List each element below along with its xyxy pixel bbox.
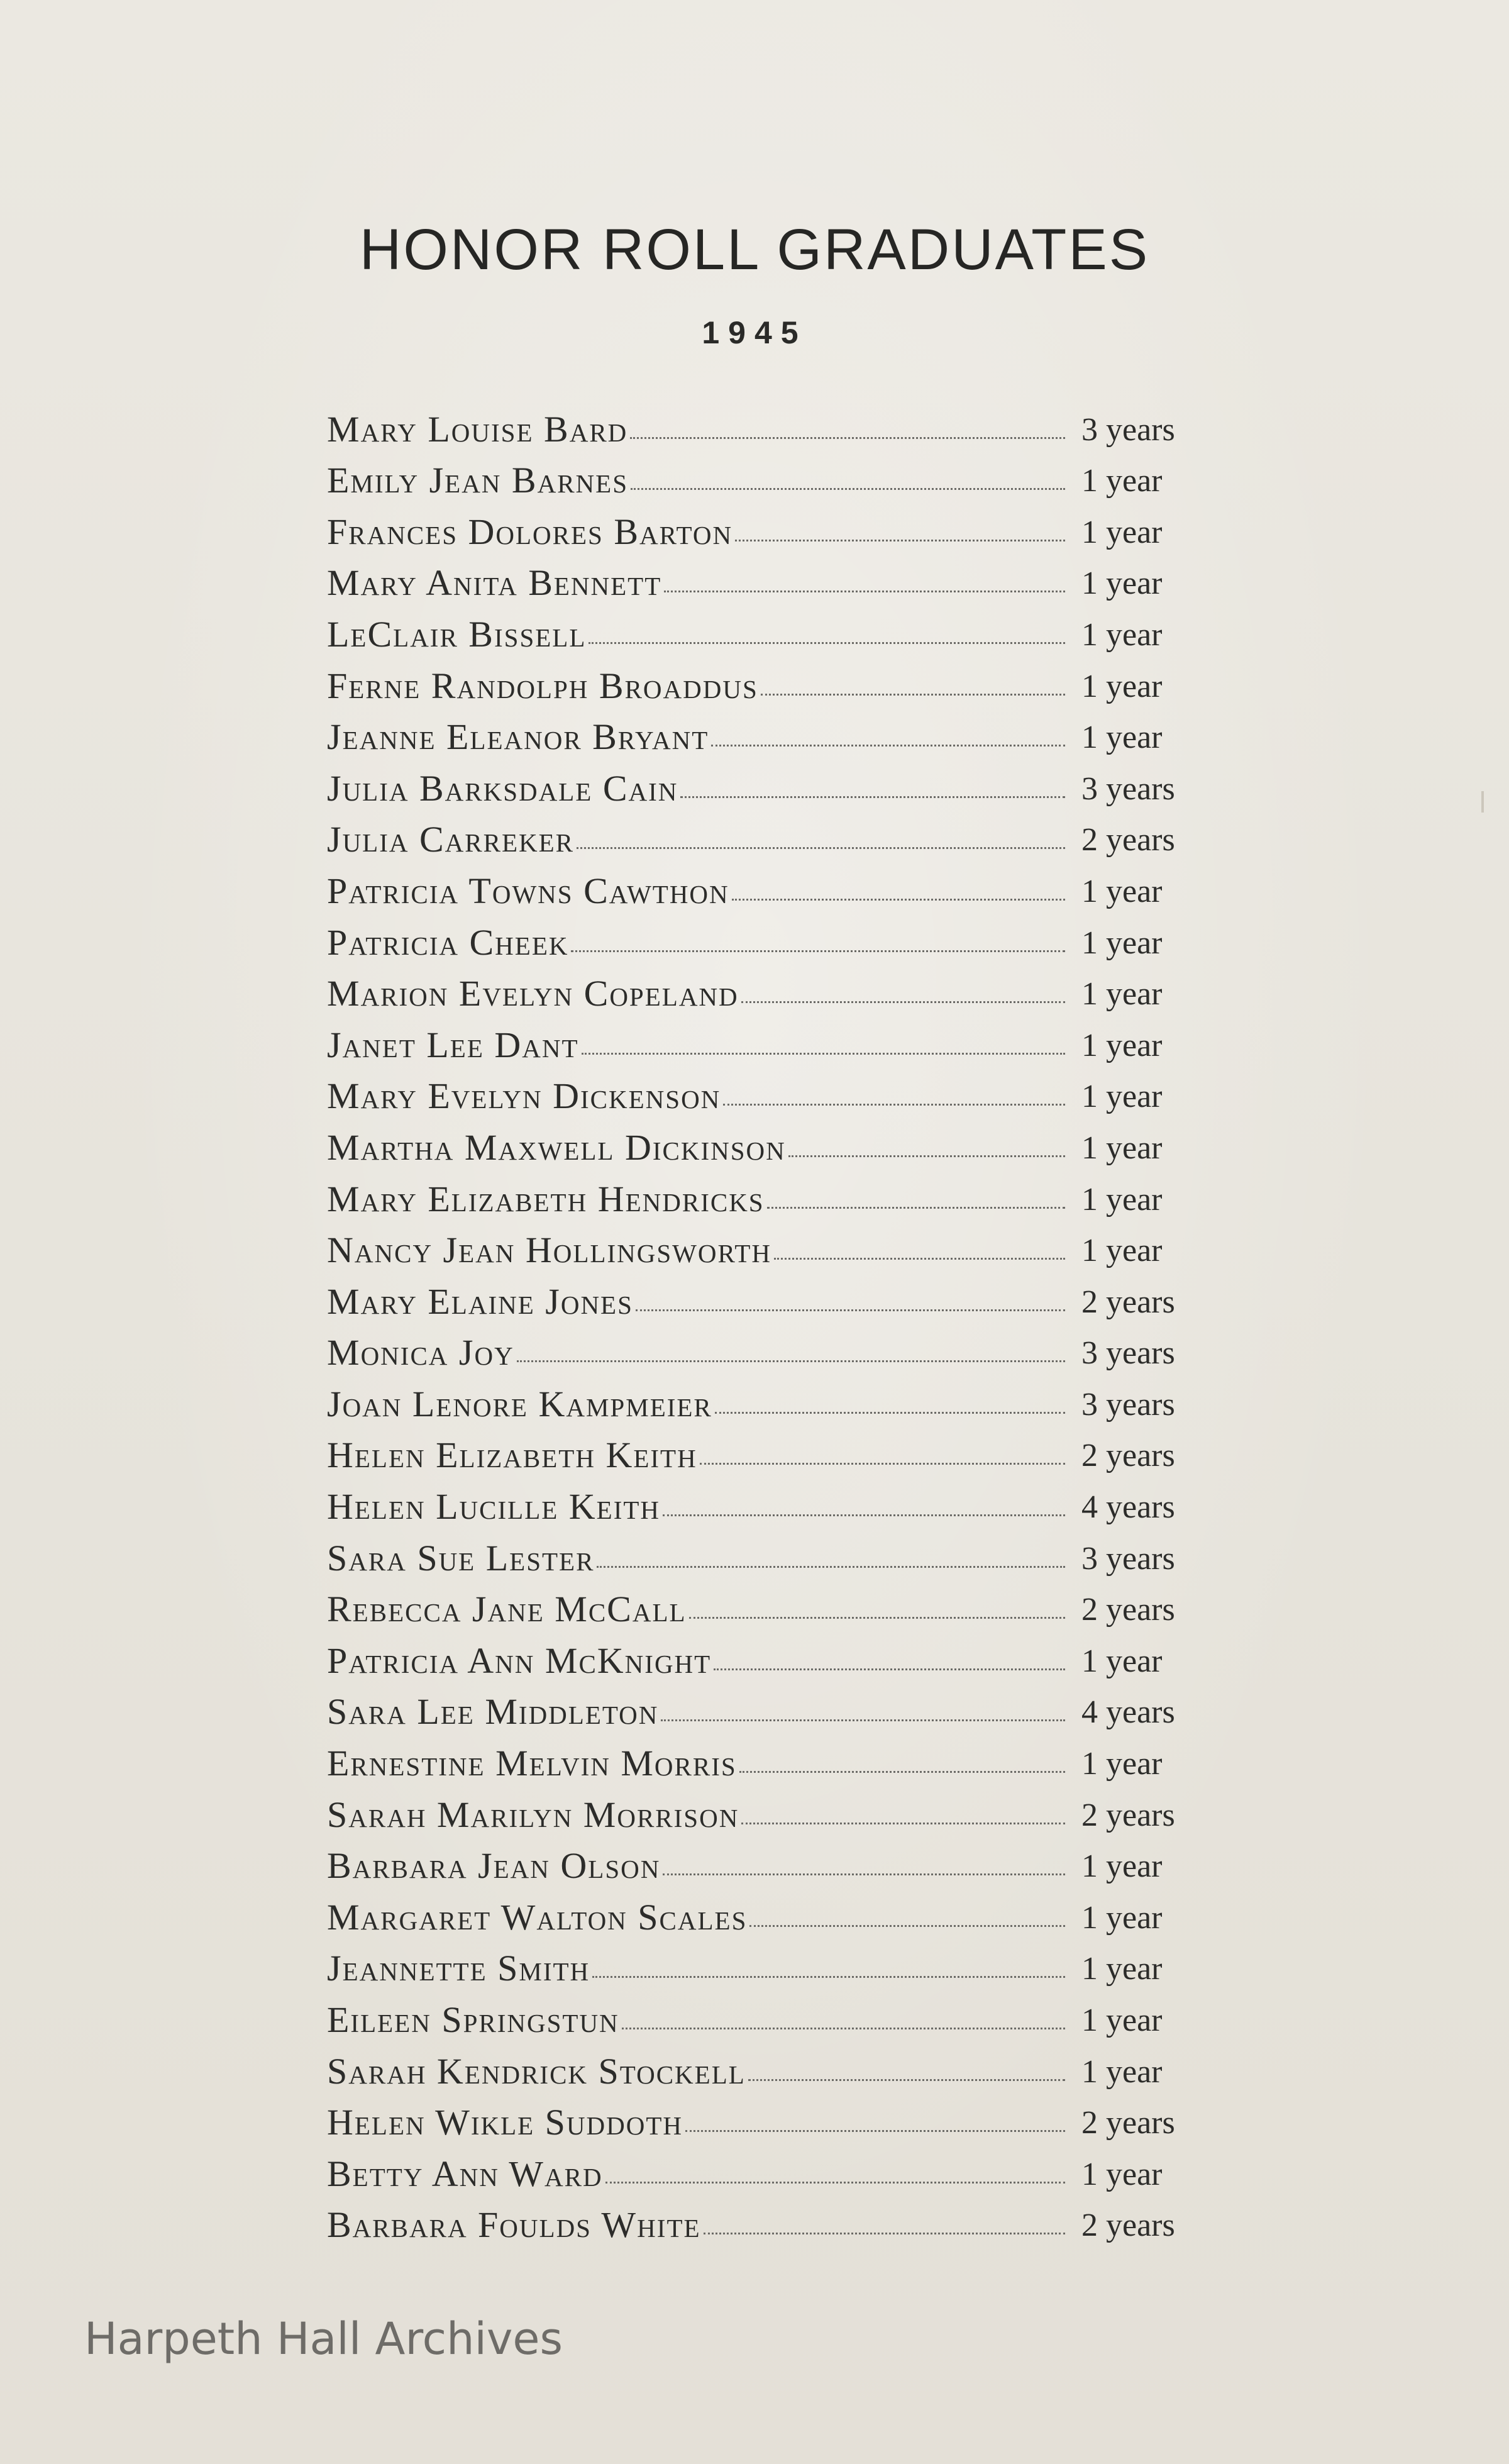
graduate-name: Ernestine Melvin Morris [327, 1743, 737, 1784]
dot-leader [700, 1462, 1065, 1465]
graduate-name: Margaret Walton Scales [327, 1896, 748, 1938]
honor-duration: 1 year [1081, 1079, 1163, 1115]
dot-leader [711, 744, 1065, 746]
honor-duration: 2 years [1081, 2207, 1175, 2244]
graduate-name: Frances Dolores Barton [327, 511, 733, 552]
honor-duration: 2 years [1081, 2105, 1175, 2141]
class-year: 1945 [702, 315, 807, 350]
dot-leader [631, 487, 1065, 490]
graduate-name: Mary Evelyn Dickenson [327, 1075, 721, 1117]
honor-duration: 1 year [1081, 2156, 1163, 2192]
honor-duration: 3 years [1081, 1386, 1175, 1423]
list-item [327, 858, 1207, 909]
dot-leader [774, 1257, 1065, 1260]
dot-leader [680, 796, 1065, 798]
graduate-name: Patricia Cheek [327, 921, 569, 963]
honor-duration: 1 year [1081, 1181, 1163, 1218]
honor-duration: 2 years [1081, 822, 1175, 858]
list-item [327, 1782, 1207, 1833]
dot-leader [689, 1616, 1065, 1619]
list-item [327, 1473, 1207, 1528]
graduate-name: Eileen Springstun [327, 1999, 619, 2040]
honor-duration: 1 year [1081, 924, 1163, 961]
graduate-name: Emily Jean Barnes [327, 460, 629, 501]
list-item [327, 1320, 1207, 1372]
dot-leader [605, 2181, 1065, 2184]
honor-duration: 4 years [1081, 1694, 1175, 1731]
graduate-name: Joan Lenore Kampmeier [327, 1383, 712, 1424]
list-item [327, 448, 1207, 499]
dot-leader [714, 1668, 1065, 1670]
list-item [327, 396, 1207, 448]
graduate-name: Mary Anita Bennett [327, 562, 662, 604]
dot-leader [704, 2232, 1065, 2234]
honor-duration: 1 year [1081, 1233, 1163, 1269]
list-item [327, 1114, 1207, 1166]
dot-leader [788, 1155, 1065, 1157]
list-item [327, 1012, 1207, 1063]
list-item [327, 1166, 1207, 1218]
graduate-name: Sarah Kendrick Stockell [327, 2050, 746, 2092]
graduate-name: Sarah Marilyn Morrison [327, 1794, 739, 1835]
honor-duration: 4 years [1081, 1489, 1175, 1526]
honor-duration: 2 years [1081, 1438, 1175, 1474]
list-item [327, 1525, 1207, 1577]
graduate-name: Jeannette Smith [327, 1948, 590, 1989]
dot-leader [741, 1822, 1065, 1824]
honor-duration: 3 years [1081, 411, 1175, 448]
list-item [327, 653, 1207, 704]
dot-leader [663, 1873, 1065, 1875]
graduate-name: Helen Elizabeth Keith [327, 1435, 697, 1476]
honor-duration: 1 year [1081, 668, 1163, 704]
list-item [327, 1063, 1207, 1115]
list-item [327, 909, 1207, 961]
graduate-name: Monica Joy [327, 1332, 514, 1374]
graduate-name: Ferne Randolph Broaddus [327, 665, 758, 706]
honor-duration: 2 years [1081, 1592, 1175, 1628]
honor-duration: 1 year [1081, 1027, 1163, 1063]
graduate-name: Mary Louise Bard [327, 408, 628, 450]
page-title: HONOR ROLL GRADUATES [359, 218, 1150, 282]
graduate-name: Helen Lucille Keith [327, 1486, 661, 1528]
honor-duration: 1 year [1081, 463, 1163, 499]
graduate-name: Nancy Jean Hollingsworth [327, 1229, 771, 1271]
graduate-list [327, 396, 1207, 2246]
dot-leader [735, 539, 1065, 541]
graduate-name: Jeanne Eleanor Bryant [327, 716, 709, 758]
honor-duration: 1 year [1081, 2053, 1163, 2090]
list-item [327, 2192, 1207, 2244]
dot-leader [622, 2027, 1065, 2029]
honor-duration: 3 years [1081, 1335, 1175, 1372]
dot-leader [517, 1360, 1065, 1362]
graduate-name: LeClair Bissell [327, 613, 587, 655]
dot-leader [732, 898, 1065, 901]
graduate-name: Martha Maxwell Dickinson [327, 1126, 786, 1168]
dot-leader [685, 2129, 1065, 2132]
graduate-name: Mary Elizabeth Hendricks [327, 1178, 765, 1219]
dot-leader [663, 1514, 1065, 1516]
honor-duration: 1 year [1081, 1951, 1163, 1987]
list-item [327, 807, 1207, 858]
honor-duration: 1 year [1081, 514, 1163, 550]
dot-leader [636, 1309, 1065, 1311]
list-item [327, 2038, 1207, 2090]
honor-duration: 1 year [1081, 1899, 1163, 1936]
list-item [327, 1884, 1207, 1936]
dot-leader [597, 1565, 1065, 1568]
dot-leader [589, 641, 1065, 644]
list-item [327, 961, 1207, 1013]
honor-duration: 1 year [1081, 1848, 1163, 1885]
dot-leader [761, 693, 1065, 696]
list-item [327, 2141, 1207, 2192]
graduate-name: Barbara Jean Olson [327, 1845, 661, 1887]
list-item [327, 1679, 1207, 1731]
list-item [327, 550, 1207, 602]
graduate-name: Barbara Foulds White [327, 2204, 701, 2246]
list-item [327, 1987, 1207, 2038]
graduate-name: Julia Carreker [327, 819, 575, 860]
list-item [327, 1371, 1207, 1423]
dot-leader [767, 1206, 1065, 1209]
list-item [327, 1628, 1207, 1679]
honor-duration: 1 year [1081, 1643, 1163, 1679]
list-item [327, 1577, 1207, 1628]
graduate-name: Rebecca Jane McCall [327, 1589, 687, 1630]
graduate-name: Sara Lee Middleton [327, 1691, 659, 1733]
list-item [327, 1218, 1207, 1269]
honor-duration: 1 year [1081, 565, 1163, 602]
list-item [327, 1936, 1207, 1987]
graduate-name: Betty Ann Ward [327, 2153, 603, 2194]
dot-leader [723, 1103, 1065, 1106]
honor-duration: 3 years [1081, 770, 1175, 807]
list-item [327, 1423, 1207, 1474]
dot-leader [748, 2078, 1065, 2081]
dot-leader [715, 1411, 1065, 1414]
list-item [327, 1730, 1207, 1782]
list-item [327, 601, 1207, 653]
graduate-name: Helen Wikle Suddoth [327, 2102, 683, 2143]
dot-leader [664, 590, 1065, 592]
graduate-name: Mary Elaine Jones [327, 1280, 633, 1322]
honor-duration: 1 year [1081, 719, 1163, 756]
list-item [327, 755, 1207, 807]
list-item [327, 1833, 1207, 1885]
paper-edge-mark [1481, 791, 1484, 813]
dot-leader [661, 1719, 1065, 1721]
dot-leader [741, 1001, 1065, 1003]
honor-duration: 3 years [1081, 1540, 1175, 1577]
honor-duration: 1 year [1081, 1746, 1163, 1782]
dot-leader [739, 1770, 1065, 1773]
honor-duration: 1 year [1081, 2002, 1163, 2038]
honor-duration: 1 year [1081, 873, 1163, 909]
honor-duration: 1 year [1081, 616, 1163, 653]
graduate-name: Marion Evelyn Copeland [327, 973, 739, 1014]
dot-leader [571, 950, 1065, 952]
honor-duration: 1 year [1081, 976, 1163, 1013]
graduate-name: Patricia Towns Cawthon [327, 870, 729, 911]
dot-leader [630, 436, 1065, 439]
list-item [327, 1268, 1207, 1320]
list-item [327, 704, 1207, 756]
graduate-name: Patricia Ann McKnight [327, 1640, 712, 1681]
graduate-name: Sara Sue Lester [327, 1537, 595, 1579]
dot-leader [582, 1052, 1065, 1055]
graduate-name: Janet Lee Dant [327, 1024, 579, 1065]
graduate-name: Julia Barksdale Cain [327, 767, 678, 809]
list-item [327, 2090, 1207, 2141]
honor-duration: 2 years [1081, 1284, 1175, 1320]
dot-leader [749, 1924, 1065, 1927]
honor-duration: 1 year [1081, 1129, 1163, 1166]
archive-watermark: Harpeth Hall Archives [84, 2313, 563, 2365]
list-item [327, 499, 1207, 550]
honor-duration: 2 years [1081, 1797, 1175, 1833]
dot-leader [577, 846, 1065, 849]
dot-leader [592, 1975, 1065, 1978]
